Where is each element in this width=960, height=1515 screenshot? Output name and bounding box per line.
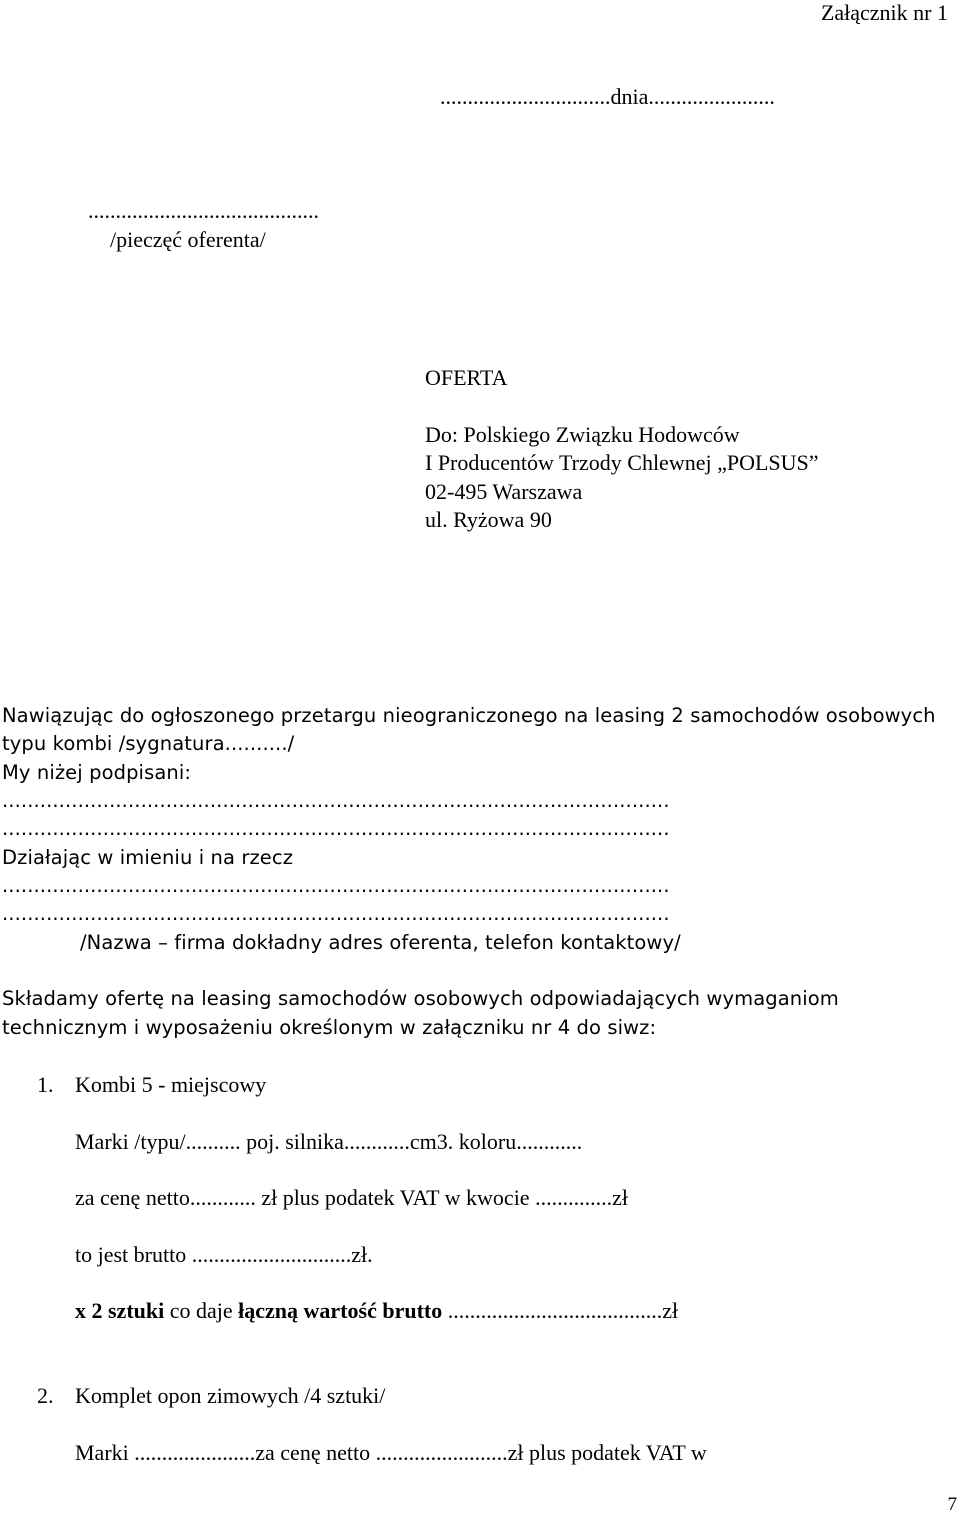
offer-text: Składamy ofertę na leasing samochodów osobowych odpowiadających wymaganiom: [2, 987, 839, 1010]
dotted-line: ..........................................................................................................: [2, 874, 670, 897]
address-line: ul. Ryżowa 90: [425, 507, 552, 532]
item-make-line: Marki ......................za cenę netto ........................zł plus podatek VAT w: [75, 1440, 707, 1465]
total-dots: .......................................zł: [442, 1298, 679, 1323]
item-number: 1.: [37, 1072, 54, 1097]
item-number: 2.: [37, 1383, 54, 1408]
address-line: I Producentów Trzody Chlewnej „POLSUS”: [425, 450, 819, 475]
item-make-line: Marki /typu/.......... poj. silnika............cm3. koloru............: [75, 1129, 583, 1154]
total-connector: co daje: [164, 1298, 239, 1323]
offer-title: OFERTA: [425, 365, 508, 390]
dotted-line: ..........................................................................................................: [2, 789, 670, 812]
stamp-label: /pieczęć oferenta/: [110, 227, 266, 252]
intro-text: Nawiązując do ogłoszonego przetargu nieograniczonego na leasing 2 samochodów osobowych: [2, 704, 936, 727]
acting-label: Działając w imieniu i na rzecz: [2, 846, 294, 869]
total-value-label: łączną wartość brutto: [238, 1298, 443, 1323]
item-title: Kombi 5 - miejscowy: [75, 1072, 267, 1097]
item-gross-line: to jest brutto .............................zł.: [75, 1242, 373, 1267]
offer-text: technicznym i wyposażeniu określonym w załączniku nr 4 do siwz:: [2, 1016, 657, 1039]
company-note: /Nazwa – firma dokładny adres oferenta, telefon kontaktowy/: [80, 931, 681, 954]
address-line: Do: Polskiego Związku Hodowców: [425, 422, 740, 447]
date-line: ...............................dnia.......................: [440, 84, 775, 109]
attachment-label: Załącznik nr 1: [820, 0, 948, 25]
page-number: 7: [947, 1494, 957, 1515]
quantity-text: x 2 sztuki: [75, 1298, 165, 1323]
address-line: 02-495 Warszawa: [425, 479, 583, 504]
intro-text: typu kombi /sygnatura........../: [2, 732, 295, 755]
signed-label: My niżej podpisani:: [2, 761, 192, 784]
item-net-line: za cenę netto............ zł plus podatek VAT w kwocie ..............zł: [75, 1185, 628, 1210]
stamp-dots: ..........................................: [88, 198, 319, 223]
item-title: Komplet opon zimowych /4 sztuki/: [75, 1383, 386, 1408]
dotted-line: ..........................................................................................................: [2, 902, 670, 925]
dotted-line: ..........................................................................................................: [2, 817, 670, 840]
item-total-line: [75, 1300, 678, 1322]
